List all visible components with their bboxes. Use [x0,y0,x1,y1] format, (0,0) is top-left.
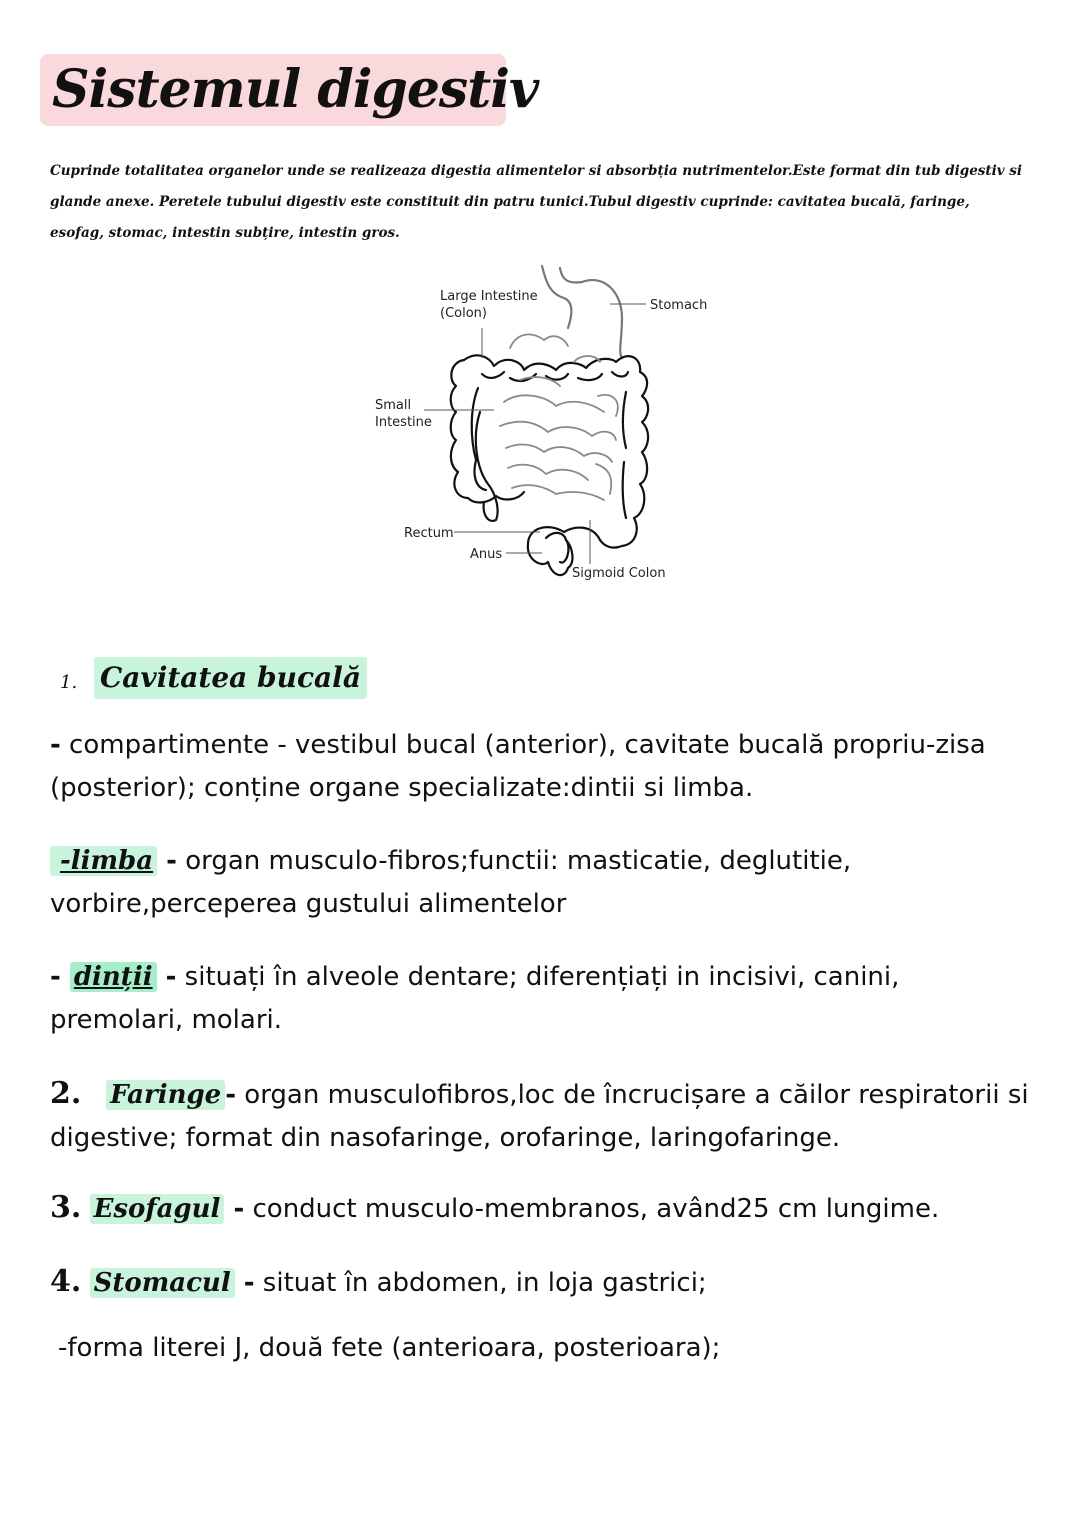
section-2-text: organ musculofibros,loc de încrucișare a căilor respiratorii si digestive; format din nasofaringe, orofaringe, laringofaringe. [50,1080,1029,1153]
label-small: Small [375,398,412,413]
limba-text: organ musculo-fibros;functii: masticatie, deglutitie, vorbire,perceperea gustului alimentelor [50,846,852,919]
section-3-number: 3. [50,1190,82,1225]
section-3-dash: - [224,1194,245,1224]
section-4-dash: - [234,1268,255,1298]
bullet-dash: - [50,730,61,760]
label-stomach: Stomach [650,298,708,313]
label-rectum: Rectum [404,526,454,541]
digestive-system-diagram [360,262,720,592]
section-1-text: compartimente - vestibul bucal (anterior), cavitate bucală propriu-zisa (posterior); conține organe specializate:dintii si limba. [50,730,986,803]
section-4-paragraph [50,1260,1040,1305]
section-4-number: 4. [50,1264,82,1299]
label-sigmoid-colon: Sigmoid Colon [572,566,666,581]
section-4-text: situat în abdomen, in loja gastrici; [254,1268,707,1298]
section-4-title: Stomacul [90,1268,235,1298]
dinti-dash: - [156,962,177,992]
section-2-number: 2. [50,1076,82,1111]
section-2-title: Faringe [106,1080,225,1110]
dinti-paragraph [50,956,1040,1042]
dinti-term: dinții [70,962,157,992]
section-3-paragraph [50,1186,1040,1231]
intro-paragraph: Cuprinde totalitatea organelor unde se realizeaza digestia alimentelor si absorbția nutrimentelor.Este format din tub digestiv si glande anexe. Peretele tubului digestiv este constituit din patru tunici.Tubul digestiv cuprinde: cavitatea bucală, faringe, esofag, stomac, intestin subțire, intestin gros. [50,163,1023,241]
dinti-prefix: - [50,962,70,992]
page-title: Sistemul digestiv [52,59,539,120]
limba-dash: - [157,846,177,876]
label-colon: (Colon) [440,306,487,321]
section-4-line2: -forma literei J, două fete (anterioara, posterioara); [58,1333,721,1363]
limba-term: -limba [50,846,157,876]
section-2-paragraph [50,1072,1040,1160]
dinti-text: situați în alveole dentare; diferențiați in incisivi, canini, premolari, molari. [50,962,900,1035]
section-1-paragraph [50,724,1040,810]
section-3-title: Esofagul [90,1194,225,1224]
section-1-number: 1. [60,672,78,693]
label-anus: Anus [470,547,503,562]
section-3-text: conduct musculo-membranos, având25 cm lungime. [244,1194,940,1224]
section-2-dash: - [225,1080,237,1110]
large-intestine-outline [451,360,524,502]
stomach-outline [542,266,622,358]
section-1-title: Cavitatea bucală [94,657,367,699]
label-large-intestine: Large Intestine [440,289,538,304]
limba-paragraph [50,840,1040,926]
label-intestine: Intestine [375,415,432,430]
